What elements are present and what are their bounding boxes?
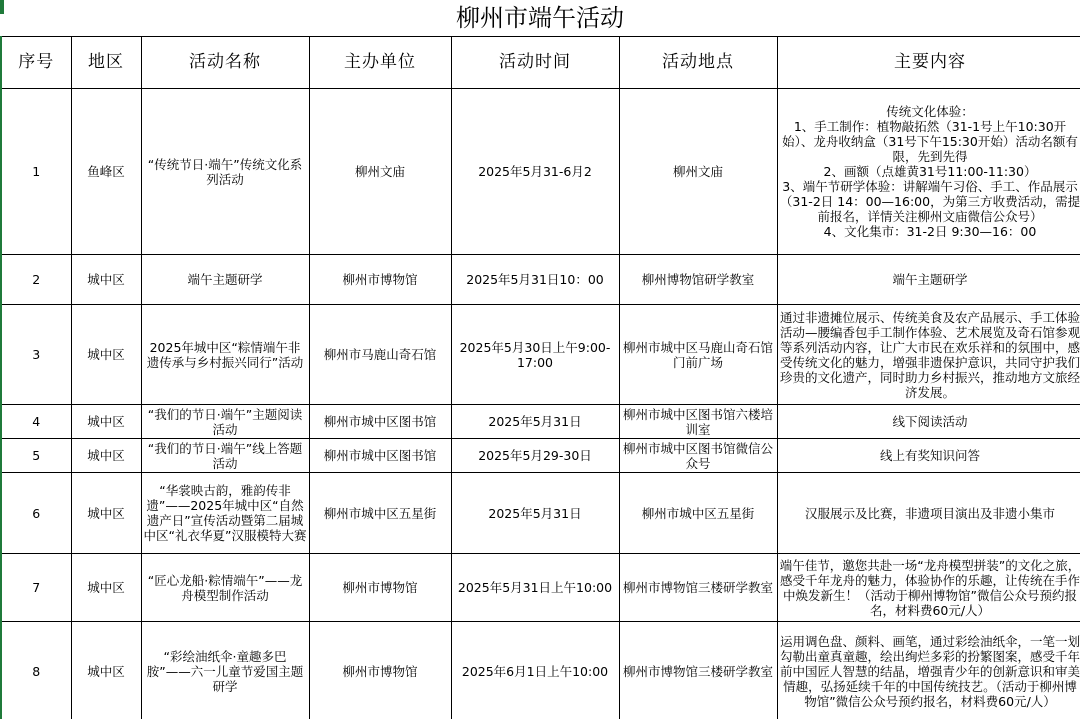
cell-name[interactable]: “彩绘油纸伞·童趣多巴胺”——六一儿童节爱国主题研学 xyxy=(141,622,309,719)
cell-no[interactable]: 2 xyxy=(1,255,71,305)
cell-content[interactable]: 线下阅读活动 xyxy=(777,405,1080,439)
cell-content[interactable]: 端午主题研学 xyxy=(777,255,1080,305)
cell-time[interactable]: 2025年5月30日上午9:00-17:00 xyxy=(451,305,619,405)
cell-time[interactable]: 2025年5月31日 xyxy=(451,473,619,554)
cell-time[interactable]: 2025年5月29-30日 xyxy=(451,439,619,473)
cell-content[interactable]: 线上有奖知识问答 xyxy=(777,439,1080,473)
cell-region[interactable]: 城中区 xyxy=(71,305,141,405)
header-cell[interactable]: 主要内容 xyxy=(777,37,1080,89)
header-cell[interactable]: 活动地点 xyxy=(619,37,777,89)
cell-region[interactable]: 城中区 xyxy=(71,405,141,439)
cell-no[interactable]: 7 xyxy=(1,554,71,622)
cell-content[interactable]: 汉服展示及比赛，非遗项目演出及非遗小集市 xyxy=(777,473,1080,554)
cell-no[interactable]: 8 xyxy=(1,622,71,719)
cell-region[interactable]: 城中区 xyxy=(71,622,141,719)
cell-region[interactable]: 鱼峰区 xyxy=(71,89,141,255)
cell-name[interactable]: “我们的节日·端午”线上答题活动 xyxy=(141,439,309,473)
table-row xyxy=(1,473,1080,554)
cell-time[interactable]: 2025年5月31日 xyxy=(451,405,619,439)
cell-place[interactable]: 柳州博物馆研学教室 xyxy=(619,255,777,305)
cell-content[interactable]: 端午佳节，邀您共赴一场“龙舟模型拼装”的文化之旅，感受千年龙舟的魅力，体验协作的乐趣，让传统在手作中焕发新生！（活动于柳州博物馆”微信公众号预约报名，材料费60元/人） xyxy=(777,554,1080,622)
cell-no[interactable]: 5 xyxy=(1,439,71,473)
cell-place[interactable]: 柳州市博物馆三楼研学教室 xyxy=(619,554,777,622)
cell-name[interactable]: “我们的节日·端午”主题阅读活动 xyxy=(141,405,309,439)
cell-content[interactable]: 运用调色盘、颜料、画笔，通过彩绘油纸伞，一笔一划勾勒出童真童趣，绘出绚烂多彩的扮繁图案，感受千年前中国匠人智慧的结晶，增强青少年的创新意识和审美情趣，弘扬延续千年的中国传统技艺。（活动于柳州博物馆”微信公众号预约报名，材料费60元/人） xyxy=(777,622,1080,719)
table-row xyxy=(1,305,1080,405)
cell-name[interactable]: 端午主题研学 xyxy=(141,255,309,305)
header-cell[interactable]: 主办单位 xyxy=(309,37,451,89)
cell-no[interactable]: 1 xyxy=(1,89,71,255)
cell-org[interactable]: 柳州市城中区五星街 xyxy=(309,473,451,554)
cell-org[interactable]: 柳州市马鹿山奇石馆 xyxy=(309,305,451,405)
cell-region[interactable]: 城中区 xyxy=(71,473,141,554)
cell-place[interactable]: 柳州文庙 xyxy=(619,89,777,255)
cell-time[interactable]: 2025年6月1日上午10:00 xyxy=(451,622,619,719)
table-row xyxy=(1,255,1080,305)
cell-org[interactable]: 柳州文庙 xyxy=(309,89,451,255)
cell-name[interactable]: “华裳映古韵，雅韵传非遗”——2025年城中区“自然遗产日”宣传活动暨第二届城中区“礼衣华夏”汉服模特大赛 xyxy=(141,473,309,554)
cell-org[interactable]: 柳州市博物馆 xyxy=(309,255,451,305)
cell-org[interactable]: 柳州市博物馆 xyxy=(309,554,451,622)
sheet-title: 柳州市端午活动 xyxy=(456,4,624,32)
activity-table xyxy=(0,36,1080,719)
cell-no[interactable]: 4 xyxy=(1,405,71,439)
header-cell[interactable]: 活动名称 xyxy=(141,37,309,89)
cell-place[interactable]: 柳州市城中区图书馆微信公众号 xyxy=(619,439,777,473)
header-cell[interactable]: 地区 xyxy=(71,37,141,89)
cell-org[interactable]: 柳州市城中区图书馆 xyxy=(309,405,451,439)
table-row xyxy=(1,622,1080,719)
cell-name[interactable]: 2025年城中区“粽情端午非遗传承与乡村振兴同行”活动 xyxy=(141,305,309,405)
header-cell[interactable]: 序号 xyxy=(1,37,71,89)
cell-name[interactable]: “匠心龙船·粽情端午”——龙舟模型制作活动 xyxy=(141,554,309,622)
cell-content[interactable]: 通过非遗摊位展示、传统美食及农产品展示、手工体验活动—腰编香包手工制作体验、艺术展览及奇石馆参观等系列活动内容，让广大市民在欢乐祥和的氛围中，感受传统文化的魅力，增强非遗保护意识，共同守护我们珍贵的文化遗产，同时助力乡村振兴，推动地方文旅经济发展。 xyxy=(777,305,1080,405)
header-cell[interactable]: 活动时间 xyxy=(451,37,619,89)
cell-name[interactable]: “传统节日·端午”传统文化系列活动 xyxy=(141,89,309,255)
cell-time[interactable]: 2025年5月31日10：00 xyxy=(451,255,619,305)
cell-region[interactable]: 城中区 xyxy=(71,439,141,473)
table-row xyxy=(1,439,1080,473)
cell-org[interactable]: 柳州市城中区图书馆 xyxy=(309,439,451,473)
cell-region[interactable]: 城中区 xyxy=(71,255,141,305)
cell-time[interactable]: 2025年5月31日上午10:00 xyxy=(451,554,619,622)
cell-place[interactable]: 柳州市城中区图书馆六楼培训室 xyxy=(619,405,777,439)
cell-time[interactable]: 2025年5月31-6月2 xyxy=(451,89,619,255)
cell-place[interactable]: 柳州市博物馆三楼研学教室 xyxy=(619,622,777,719)
header-row xyxy=(1,37,1080,89)
table-row xyxy=(1,89,1080,255)
cell-place[interactable]: 柳州市城中区马鹿山奇石馆门前广场 xyxy=(619,305,777,405)
cell-org[interactable]: 柳州市博物馆 xyxy=(309,622,451,719)
cell-place[interactable]: 柳州市城中区五星街 xyxy=(619,473,777,554)
table-row xyxy=(1,554,1080,622)
table-row xyxy=(1,405,1080,439)
cell-no[interactable]: 3 xyxy=(1,305,71,405)
cell-region[interactable]: 城中区 xyxy=(71,554,141,622)
cell-no[interactable]: 6 xyxy=(1,473,71,554)
cell-content[interactable]: 传统文化体验： 1、手工制作：植物敲拓然（31-1号上午10:30开始）、龙舟收纳盒（31号下午15:30开始）活动名额有限，先到先得 2、画额（点雄黄31号11:00-11:30） 3、端午节研学体验：讲解端午习俗、手工、作品展示（31-2日 14：00—16:00，为第三方收费活动，需提前报名，详情关注柳州文庙微信公众号） 4、文化集市：31-2日 9:30—16：00 xyxy=(777,89,1080,255)
